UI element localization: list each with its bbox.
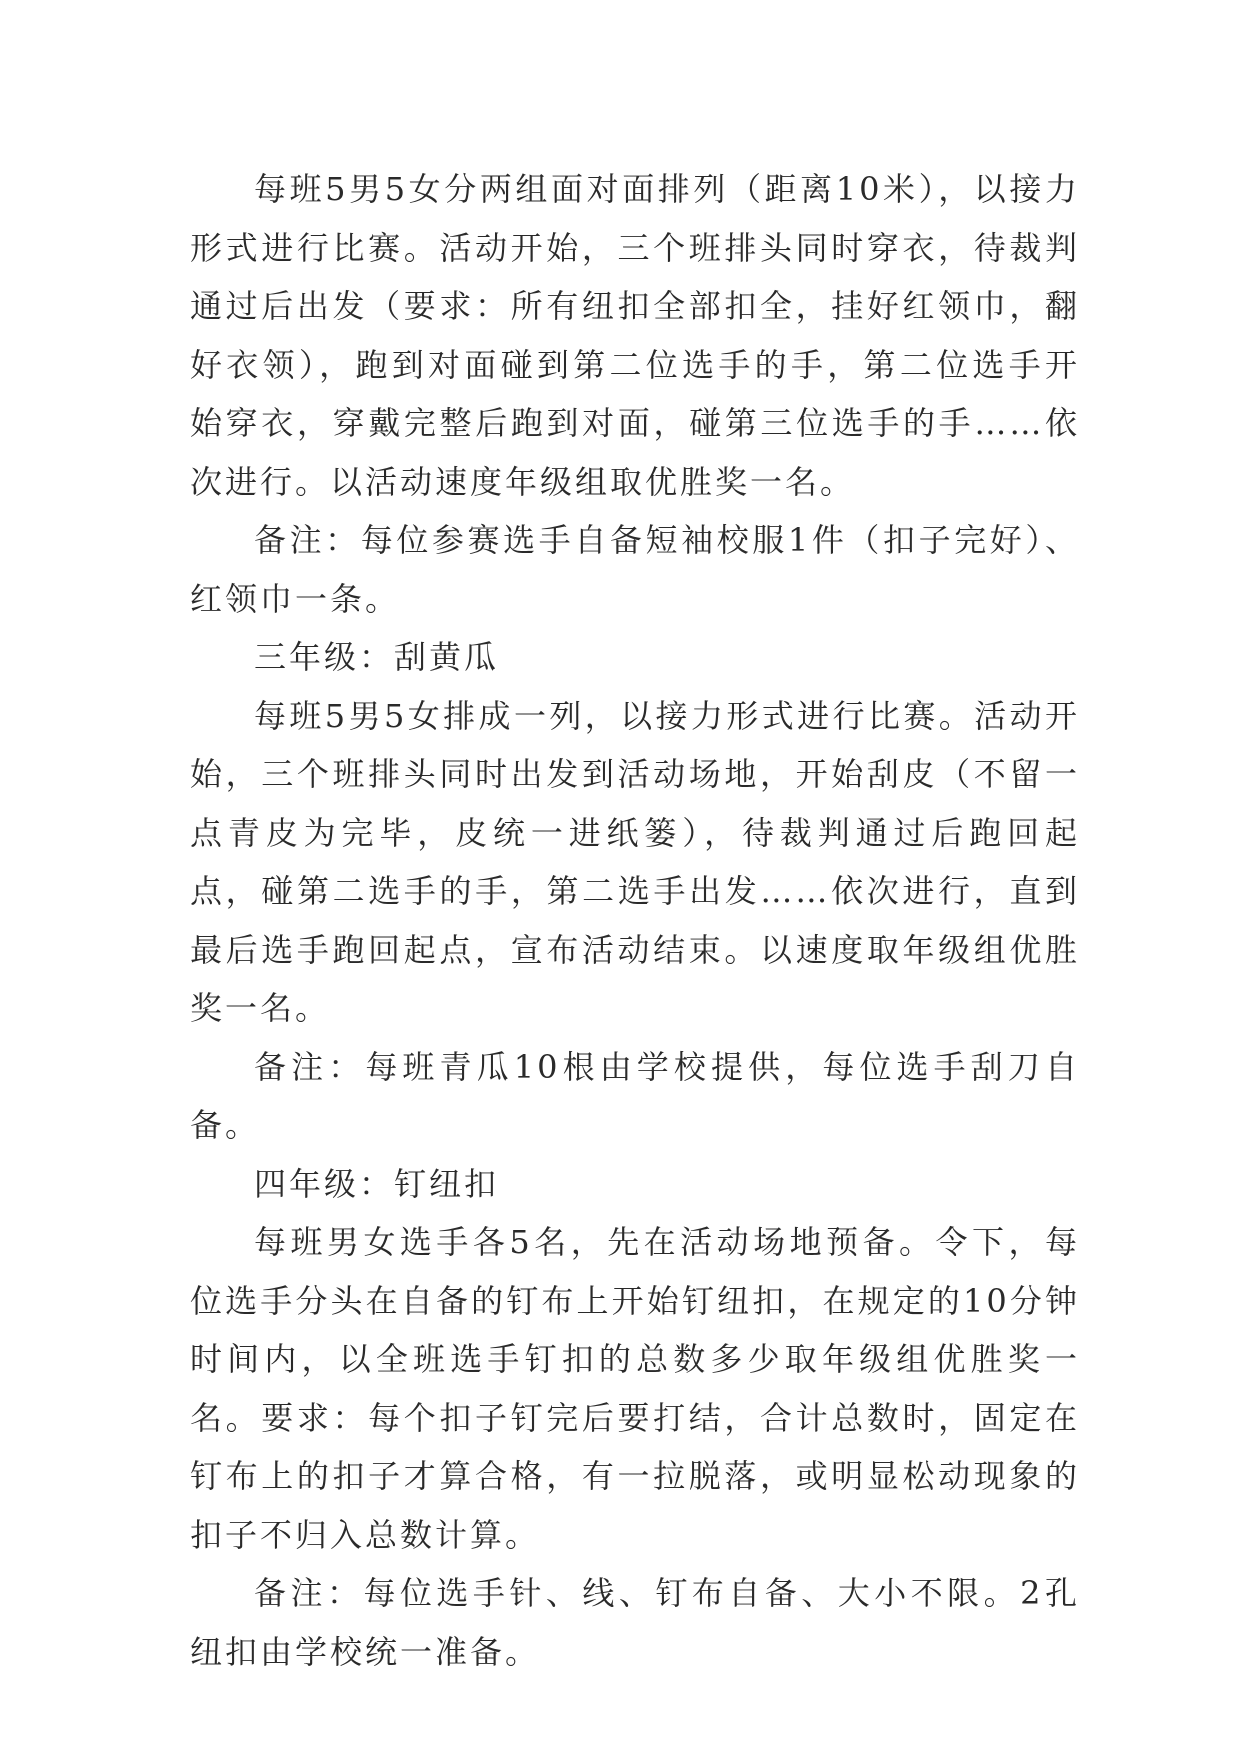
paragraph-note-cucumber: 备注：每班青瓜10根由学校提供，每位选手刮刀自备。 [190,1047,1080,1144]
paragraph-cucumber-peeling-rules: 每班5男5女排成一列，以接力形式进行比赛。活动开始，三个班排头同时出发到活动场地，开始刮皮（不留一点青皮为完毕，皮统一进纸篓），待裁判通过后跑回起点，碰第二选手的手，第二选手出发……依次进行，直到最后选手跑回起点，宣布活动结束。以速度取年级组优胜奖一名。 [190,696,1080,1027]
paragraph-button-sewing-rules: 每班男女选手各5名，先在活动场地预备。令下，每位选手分头在自备的钉布上开始钉纽扣，在规定的10分钟时间内，以全班选手钉扣的总数多少取年级组优胜奖一名。要求：每个扣子钉完后要打结，合计总数时，固定在钉布上的扣子才算合格，有一拉脱落，或明显松动现象的扣子不归入总数计算。 [190,1223,1080,1554]
document-body [190,160,1080,1681]
paragraph-relay-dressing-rules: 每班5男5女分两组面对面排列（距离10米），以接力形式进行比赛。活动开始，三个班排头同时穿衣，待裁判通过后出发（要求：所有纽扣全部扣全，挂好红领巾，翻好衣领），跑到对面碰到第二位选手的手，第二位选手开始穿衣，穿戴完整后跑到对面，碰第三位选手的手……依次进行。以活动速度年级组取优胜奖一名。 [190,170,1080,501]
heading-grade-four: 四年级：钉纽扣 [254,1164,500,1203]
paragraph-note-sewing: 备注：每位选手针、线、钉布自备、大小不限。2孔纽扣由学校统一准备。 [190,1574,1080,1671]
paragraph-note-uniform: 备注：每位参赛选手自备短袖校服1件（扣子完好）、红领巾一条。 [190,521,1080,618]
heading-grade-three: 三年级：刮黄瓜 [254,638,500,676]
